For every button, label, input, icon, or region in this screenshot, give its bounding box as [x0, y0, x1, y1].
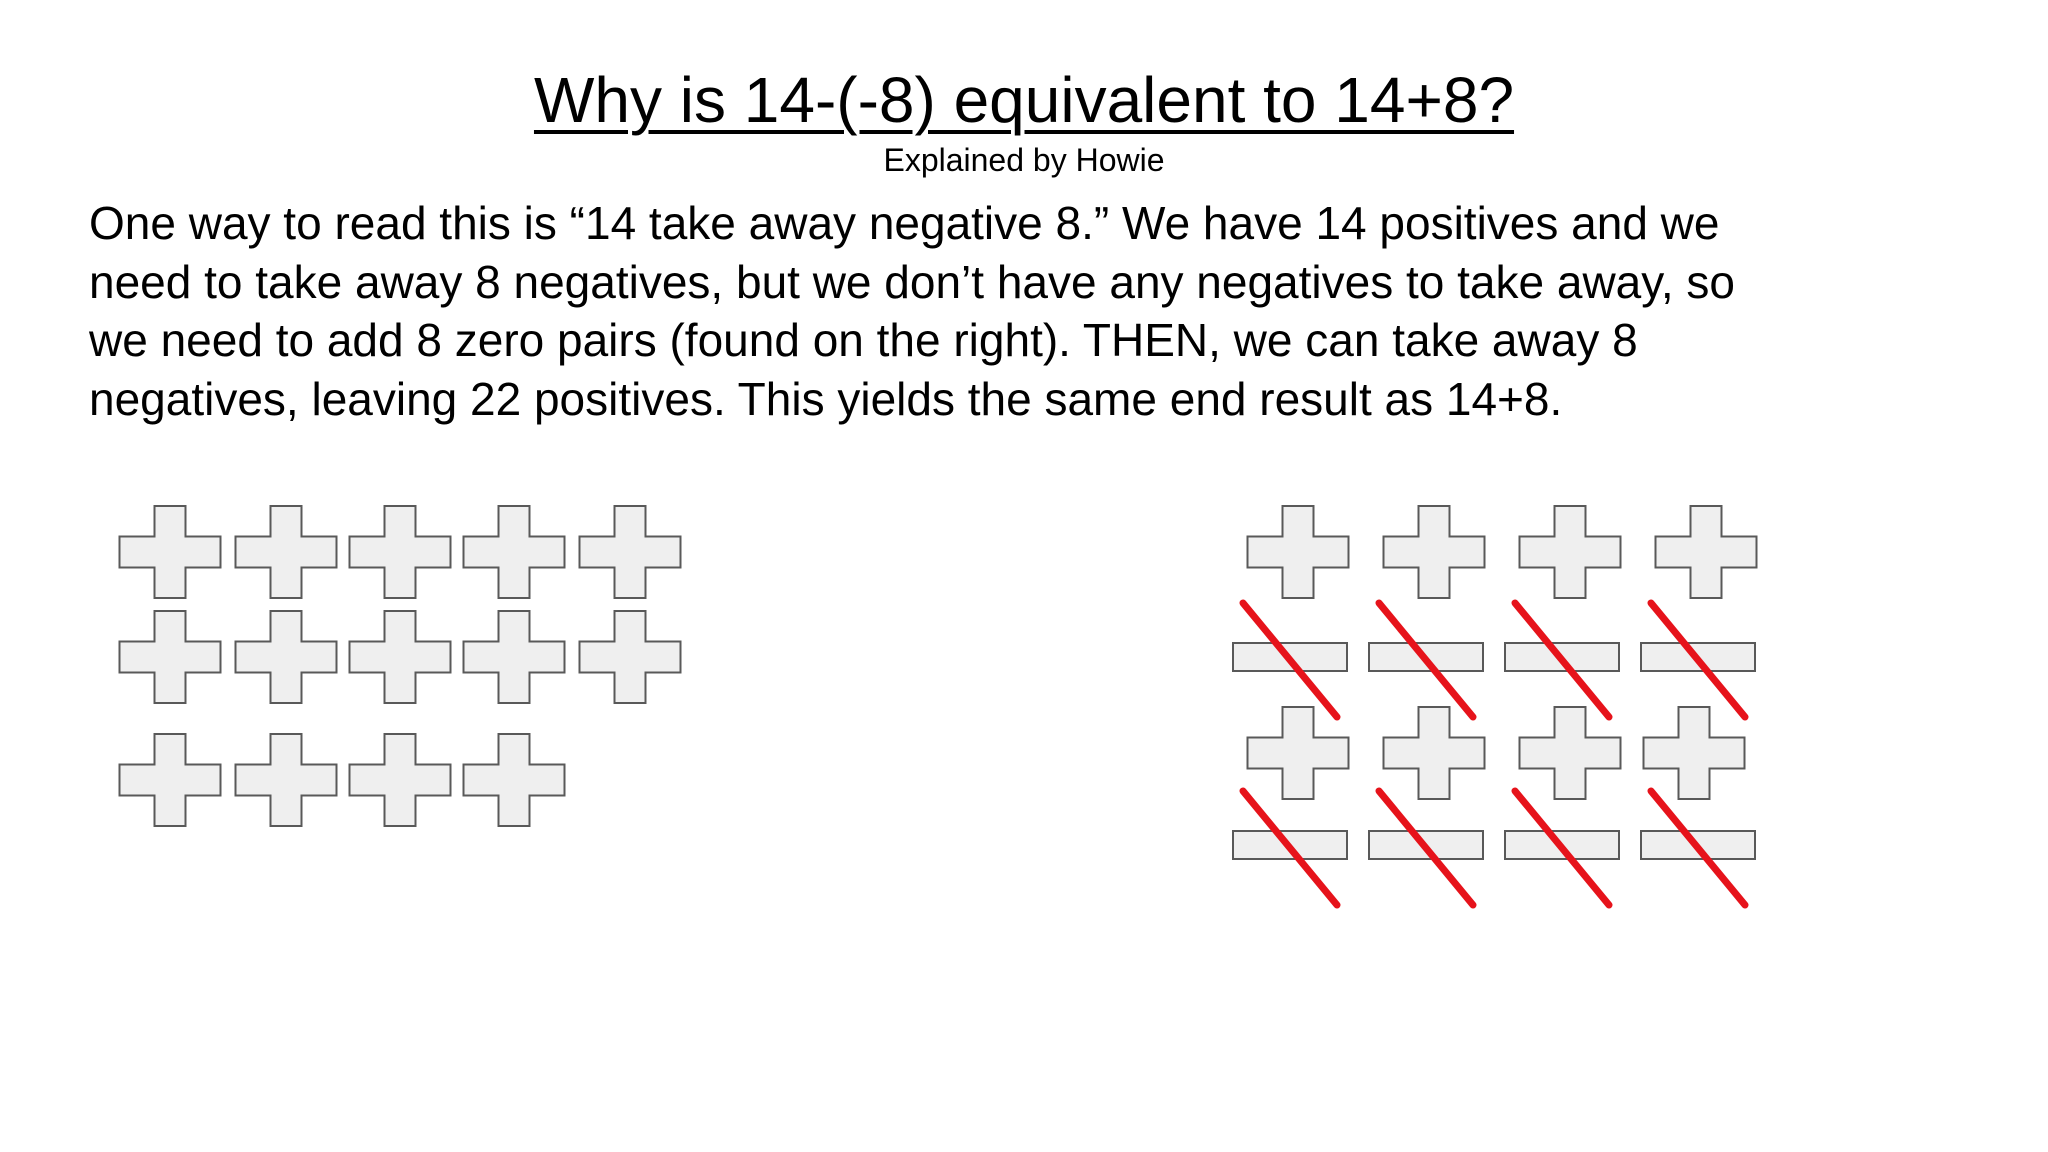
- explanation-line: we need to add 8 zero pairs (found on the right). THEN, we can take away 8: [89, 314, 1638, 366]
- positive-tile: [1248, 707, 1349, 799]
- positive-tile: [1384, 506, 1485, 598]
- positive-tile: [1656, 506, 1757, 598]
- positive-tile: [236, 611, 337, 703]
- positive-tile: [120, 506, 221, 598]
- positive-tile: [1520, 506, 1621, 598]
- positive-tile: [350, 734, 451, 826]
- positive-tile: [464, 734, 565, 826]
- explanation-line: need to take away 8 negatives, but we don’t have any negatives to take away, so: [89, 255, 1735, 308]
- positive-tile: [350, 506, 451, 598]
- positive-tile: [120, 734, 221, 826]
- positive-tile: [464, 506, 565, 598]
- positive-tile: [1384, 707, 1485, 799]
- positive-tile: [1520, 707, 1621, 799]
- positive-tile: [120, 611, 221, 703]
- positive-tile: [580, 611, 681, 703]
- positive-tile: [1644, 707, 1745, 799]
- slide-subtitle: Explained by Howie: [883, 142, 1165, 178]
- explanation-line: negatives, leaving 22 positives. This yields the same end result as 14+8.: [89, 372, 1563, 425]
- slide-title: Why is 14-(-8) equivalent to 14+8?: [533, 64, 1515, 136]
- left-positive-tiles-group: [120, 506, 681, 826]
- right-zero-pairs-group: [1233, 506, 1757, 905]
- positive-tile: [350, 611, 451, 703]
- positive-tile: [236, 506, 337, 598]
- positive-tile: [1248, 506, 1349, 598]
- positive-tile: [464, 611, 565, 703]
- positive-tile: [236, 734, 337, 826]
- explanation-line: One way to read this is “14 take away negative 8.” We have 14 positives and we: [89, 197, 1720, 249]
- positive-tile: [580, 506, 681, 598]
